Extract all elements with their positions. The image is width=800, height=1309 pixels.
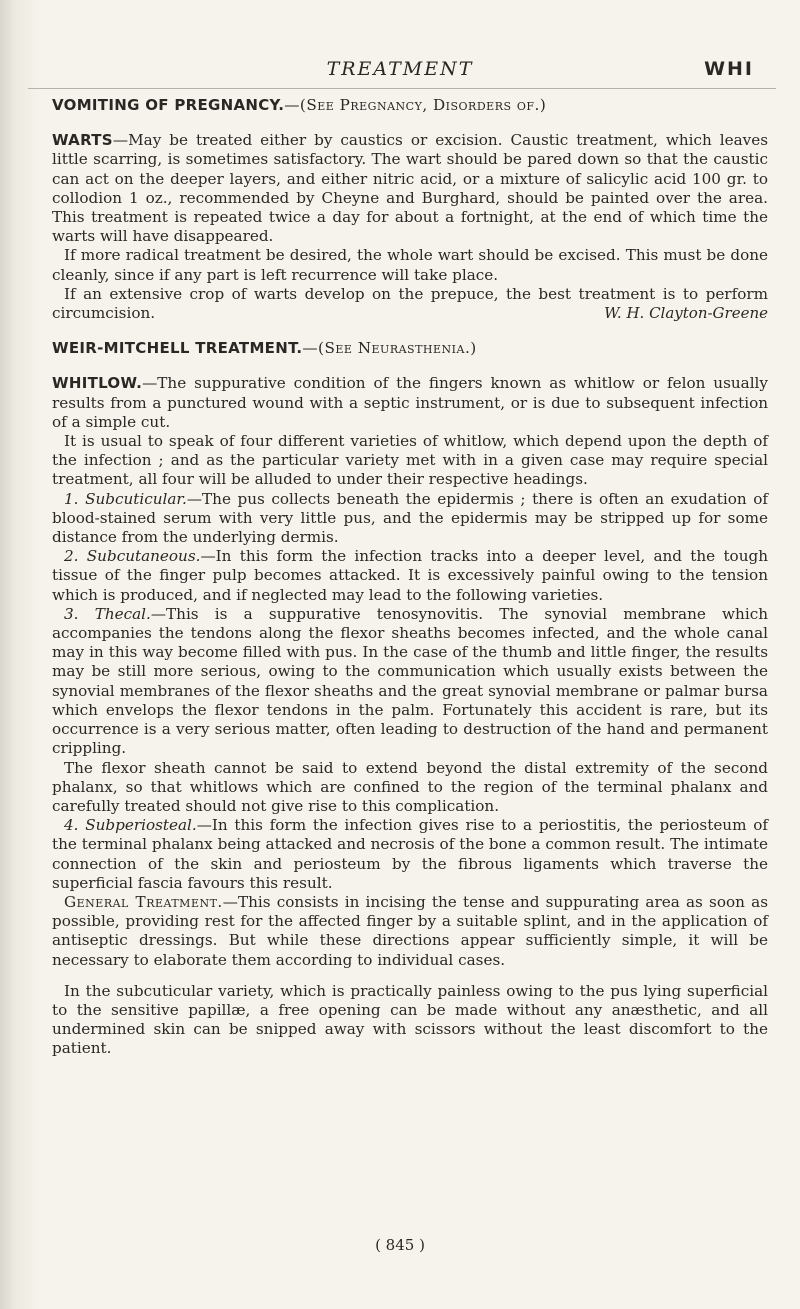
author-signature: W. H. Clayton-Greene (604, 304, 768, 323)
entry-vomiting-of-pregnancy (52, 96, 768, 115)
entry-warts (52, 131, 768, 323)
variety-label: 3. Thecal. (64, 604, 151, 623)
paragraph-text: —In this form the infection tracks into a deeper level, and the tough tissue of the finger pulp becomes attacked. It is excessively painful owing to the tension which is produced, and if neglected may lead to the following varieties. (52, 547, 768, 604)
entry-whitlow (52, 374, 768, 1058)
variety-subcutaneous (52, 547, 768, 605)
variety-label: 1. Subcuticular. (64, 489, 187, 508)
paragraph (52, 285, 768, 323)
paragraph-text: If an extensive crop of warts develop on the prepuce, the best treatment is to perform circumcision. (52, 284, 768, 323)
cross-reference: —(See Neurasthenia.) (302, 339, 477, 358)
page-header (0, 58, 800, 88)
paragraph-text: —The pus collects beneath the epidermis ; there is often an exudation of blood-stained serum with very little pus, and the epidermis may be stripped up for some distance from the underlying dermis. (52, 489, 769, 547)
entry-heading: WEIR-MITCHELL TREATMENT. (52, 339, 303, 358)
running-title: TREATMENT (326, 58, 474, 80)
paragraph: In the subcuticular variety, which is practically painless owing to the pus lying superficial to the sensitive papillæ, a free opening can be made without any anæsthetic, and all undermined skin can be snipped away with scissors without the least discomfort to the patient. (52, 981, 768, 1058)
paragraph-text: —The suppurative condition of the fingers known as whitlow or felon usually results from a punctured wound with a septic instrument, or is due to subsequent infection of a simple cut. (52, 374, 768, 431)
variety-label: 2. Subcutaneous. (64, 547, 201, 566)
paragraph-text: —In this form the infection gives rise to a periostitis, the periosteum of the terminal phalanx being attacked and necrosis of the bone a common result. The intimate connection of the skin and periosteum by the fibrous ligaments which traverse the superficial fascia favours this result. (52, 816, 768, 892)
entry-weir-mitchell-treatment (52, 339, 768, 358)
paragraph: It is usual to speak of four different varieties of whitlow, which depend upon the depth of the infection ; and as the particular variety met with in a given case may require special treatment, all four will be alluded to under their respective headings. (52, 432, 768, 489)
entry-heading: VOMITING OF PREGNANCY. (52, 96, 285, 114)
page-number: ( 845 ) (375, 1236, 425, 1254)
entry-heading: WHITLOW. (52, 374, 143, 393)
variety-subcuticular (52, 490, 768, 548)
subheading: General Treatment. (64, 892, 223, 911)
page-body (52, 96, 768, 1059)
cross-reference: —(See Pregnancy, Disorders of.) (284, 96, 547, 114)
paragraph: The flexor sheath cannot be said to extend beyond the distal extremity of the second phalanx, so that whitlows which are confined to the region of the terminal phalanx and carefully treated should not give rise to this complication. (52, 758, 768, 815)
header-rule (28, 88, 776, 89)
variety-label: 4. Subperiosteal. (64, 816, 197, 835)
paragraph: If more radical treatment be desired, the whole wart should be excised. This must be done cleanly, since if any part is left recurrence will take place. (52, 246, 768, 284)
general-treatment (52, 893, 768, 970)
paragraph-text: —This is a suppurative tenosynovitis. The synovial membrane which accompanies the tendons along the flexor sheaths becomes infected, and the whole canal may in this way become filled with pus. In the case of the thumb and little finger, the results may be still more serious, owing to the communication which usually exists between the synovial membranes of the flexor sheaths and the great synovial membrane or palmar bursa which envelops the flexor tendons in the palm. Fortunately this accident is rare, but its occurrence is a very serious matter, often leading to destruction of the hand and permanent crippling. (52, 604, 768, 758)
paragraph-text: —May be treated either by caustics or excision. Caustic treatment, which leaves little scarring, is sometimes satisfactory. The wart should be pared down so that the caustic can act on the deeper layers, and either nitric acid, or a mixture of salicylic acid 100 gr. to collodion 1 oz., recommended by Cheyne and Burghard, should be painted over the area. This treatment is repeated twice a day for about a fortnight, at the end of which time the warts will have disappeared. (52, 131, 768, 246)
entry-heading: WARTS (52, 131, 113, 150)
variety-thecal (52, 605, 768, 759)
variety-subperiosteal (52, 816, 768, 893)
guide-word: WHI (704, 58, 754, 80)
paragraph-text: —This consists in incising the tense and suppurating area as soon as possible, providing rest for the affected finger by a suitable splint, and in the application of antiseptic dressings. But while these directions appear sufficiently simple, it will be necessary to elaborate them according to individual cases. (52, 892, 768, 969)
